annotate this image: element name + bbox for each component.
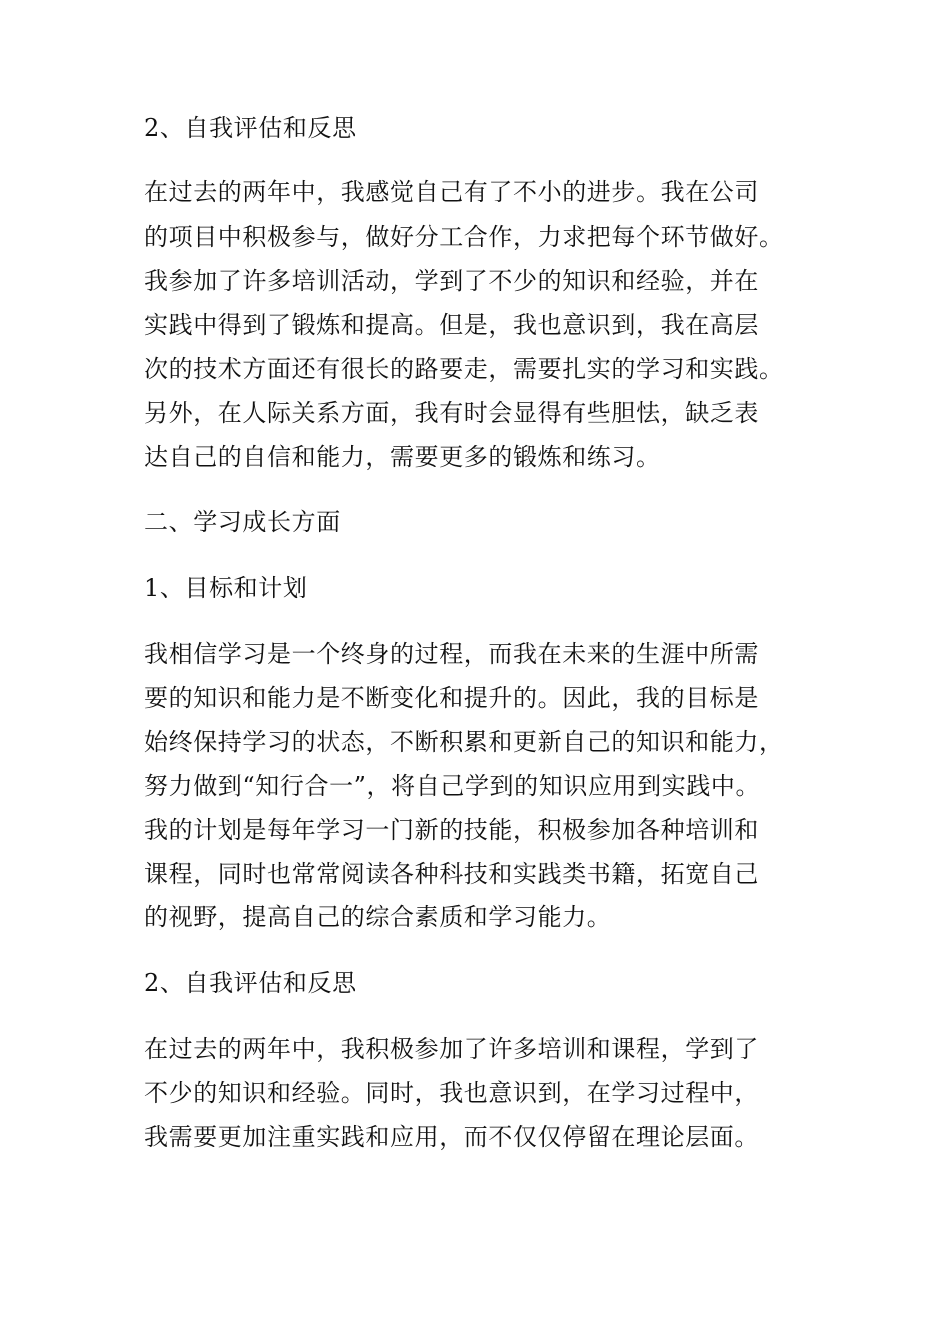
paragraph-line: 的项目中积极参与，做好分工合作，力求把每个环节做好。: [144, 223, 784, 251]
paragraph-line: 我的计划是每年学习一门新的技能，积极参加各种培训和: [144, 816, 759, 844]
paragraph-line: 不少的知识和经验。同时，我也意识到，在学习过程中，: [144, 1079, 759, 1107]
paragraph-line: 次的技术方面还有很长的路要走，需要扎实的学习和实践。: [144, 355, 784, 383]
subsection-heading: 1、目标和计划: [144, 574, 308, 602]
paragraph-line: 我参加了许多培训活动，学到了不少的知识和经验，并在: [144, 267, 759, 295]
section-heading: 二、学习成长方面: [144, 508, 341, 536]
paragraph-line: 在过去的两年中，我感觉自己有了不小的进步。我在公司: [144, 178, 759, 206]
paragraph-line: 的视野，提高自己的综合素质和学习能力。: [144, 903, 612, 931]
paragraph-line: 达自己的自信和能力，需要更多的锻炼和练习。: [144, 443, 661, 471]
paragraph-line: 努力做到“知行合一”，将自己学到的知识应用到实践中。: [144, 772, 761, 800]
paragraph-line: 课程，同时也常常阅读各种科技和实践类书籍，拓宽自己: [144, 860, 759, 888]
paragraph-line: 我相信学习是一个终身的过程，而我在未来的生涯中所需: [144, 640, 759, 668]
paragraph-line: 我需要更加注重实践和应用，而不仅仅停留在理论层面。: [144, 1123, 759, 1151]
paragraph-line: 始终保持学习的状态，不断积累和更新自己的知识和能力，: [144, 728, 784, 756]
paragraph-line: 实践中得到了锻炼和提高。但是，我也意识到，我在高层: [144, 311, 759, 339]
subsection-heading: 2、自我评估和反思: [144, 114, 357, 142]
paragraph-line: 另外，在人际关系方面，我有时会显得有些胆怯，缺乏表: [144, 399, 759, 427]
paragraph-line: 在过去的两年中，我积极参加了许多培训和课程，学到了: [144, 1035, 759, 1063]
subsection-heading: 2、自我评估和反思: [144, 969, 357, 997]
paragraph-line: 要的知识和能力是不断变化和提升的。因此，我的目标是: [144, 684, 759, 712]
